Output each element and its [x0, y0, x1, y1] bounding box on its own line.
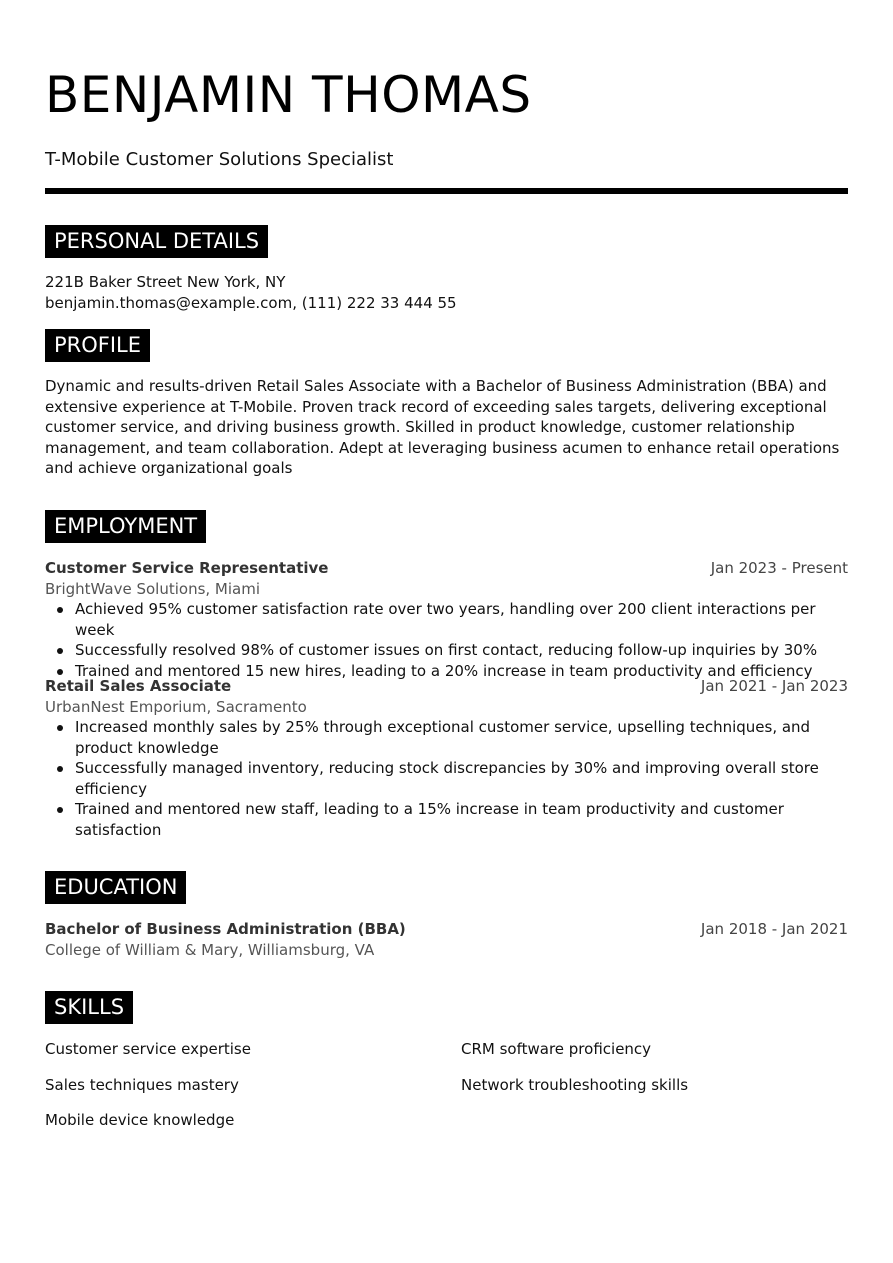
job-title: Customer Service Representative	[45, 559, 329, 577]
list-item	[45, 799, 848, 840]
job-organization: BrightWave Solutions, Miami	[45, 580, 261, 598]
skill-item: Customer service expertise	[45, 1040, 251, 1058]
address-text: 221B Baker Street New York, NY	[45, 273, 286, 291]
school-name: College of William & Mary, Williamsburg, VA	[45, 941, 375, 959]
achievement-text: Increased monthly sales by 25% through exceptional customer service, upselling techniques, and product knowledge	[75, 718, 811, 757]
bullet-icon	[57, 766, 63, 772]
job-dates: Jan 2023 - Present	[710, 559, 848, 577]
skill-item: CRM software proficiency	[461, 1040, 652, 1058]
bullet-icon	[57, 607, 63, 613]
achievement-text: Successfully resolved 98% of customer issues on first contact, reducing follow-up inquiries by 30%	[75, 641, 818, 660]
job-organization: UrbanNest Emporium, Sacramento	[45, 698, 307, 716]
job-dates: Jan 2021 - Jan 2023	[700, 677, 848, 695]
section-heading-education: EDUCATION	[45, 871, 186, 904]
header-divider	[45, 188, 848, 194]
bullet-icon	[57, 725, 63, 731]
achievement-text: Successfully managed inventory, reducing stock discrepancies by 30% and improving overall store efficiency	[75, 759, 819, 798]
contact-text: benjamin.thomas@example.com, (111) 222 33 444 55	[45, 294, 457, 312]
section-heading-skills: SKILLS	[45, 991, 133, 1024]
candidate-name: BENJAMIN THOMAS	[45, 66, 532, 124]
list-item	[45, 758, 848, 799]
list-item	[45, 717, 848, 758]
profile-summary: Dynamic and results-driven Retail Sales Associate with a Bachelor of Business Administration (BBA) and extensive experience at T-Mobile. Proven track record of exceeding sales targets, delivering exceptional customer service, and driving business growth. Skilled in product knowledge, customer relationship management, and team collaboration. Adept at leveraging business acumen to enhance retail operations and achieve organizational goals	[45, 377, 840, 478]
job-achievements-list	[45, 717, 848, 841]
skill-item: Network troubleshooting skills	[461, 1076, 689, 1094]
list-item	[45, 599, 848, 640]
section-heading-personal-details: PERSONAL DETAILS	[45, 225, 268, 258]
job-title: Retail Sales Associate	[45, 677, 232, 695]
achievement-text: Achieved 95% customer satisfaction rate over two years, handling over 200 client interactions per week	[75, 600, 816, 639]
job-achievements-list	[45, 599, 848, 681]
achievement-text: Trained and mentored new staff, leading to a 15% increase in team productivity and customer satisfaction	[75, 800, 784, 839]
degree-title: Bachelor of Business Administration (BBA)	[45, 920, 406, 938]
education-dates: Jan 2018 - Jan 2021	[700, 920, 848, 938]
bullet-icon	[57, 648, 63, 654]
bullet-icon	[57, 807, 63, 813]
section-heading-profile: PROFILE	[45, 329, 150, 362]
skill-item: Sales techniques mastery	[45, 1076, 239, 1094]
achievement-text: Trained and mentored 15 new hires, leading to a 20% increase in team productivity and efficiency	[75, 661, 813, 680]
list-item	[45, 640, 848, 661]
job-target-title: T-Mobile Customer Solutions Specialist	[45, 149, 394, 170]
bullet-icon	[57, 669, 63, 675]
section-heading-employment: EMPLOYMENT	[45, 510, 206, 543]
skill-item: Mobile device knowledge	[45, 1111, 235, 1129]
